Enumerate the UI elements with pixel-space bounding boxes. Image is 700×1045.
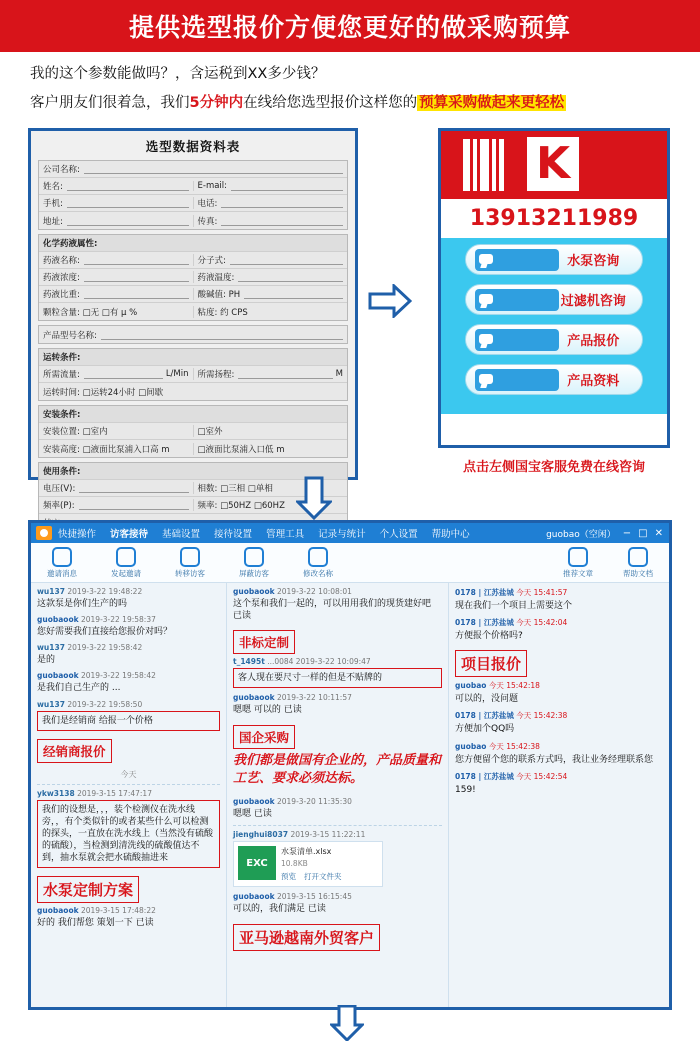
toolbar-rename[interactable] xyxy=(295,547,341,579)
msg-user: 0178 | 江苏盐城 xyxy=(455,771,514,781)
msg-text: 现在我们一个项目上需要这个 xyxy=(455,601,573,611)
close-icon[interactable]: ✕ xyxy=(654,527,663,539)
field-line[interactable] xyxy=(101,330,343,340)
msg-user: guobaook xyxy=(233,797,275,807)
help-icon xyxy=(628,547,648,567)
section-title: 产品型号名称: xyxy=(43,330,97,341)
field-line[interactable] xyxy=(79,483,188,493)
form-field xyxy=(193,271,348,283)
file-openfolder-link[interactable]: 打开文件夹 xyxy=(304,872,342,882)
form-field xyxy=(39,499,193,511)
msg-user: guobao xyxy=(455,681,487,691)
msg-text: 是我们自己生产的 ... xyxy=(37,683,121,694)
form-field xyxy=(39,443,193,455)
intro-line2-red: 5分钟内 xyxy=(189,95,244,111)
msg-user: wu137 xyxy=(37,587,65,596)
field-label: 频率(P): xyxy=(43,501,75,511)
chat-message xyxy=(233,587,442,622)
field-line[interactable] xyxy=(230,255,343,265)
section-title: 运转条件: xyxy=(43,353,81,363)
msg-text: 嗯嗯 已读 xyxy=(233,809,272,820)
qq-service-card xyxy=(438,128,670,448)
form-field xyxy=(193,443,348,455)
msg-text: 可以的，我们满足 已读 xyxy=(233,904,326,915)
field-label: 手机: xyxy=(43,199,63,209)
field-line[interactable] xyxy=(79,500,189,510)
field-line[interactable] xyxy=(221,216,343,226)
form-section-header xyxy=(39,406,347,423)
chat-message xyxy=(233,693,442,716)
chat-message xyxy=(455,680,663,705)
field-label: 药液温度: xyxy=(197,273,235,283)
toolbar-label: 邀请消息 xyxy=(47,568,77,578)
form-field xyxy=(39,482,193,494)
form-field xyxy=(39,163,347,175)
msg-user: jienghui8037 xyxy=(233,830,289,840)
form-row xyxy=(39,212,347,229)
intro-line2-highlight: 预算采购做起来更轻松 xyxy=(419,95,565,111)
field-line[interactable] xyxy=(238,369,332,379)
toolbar-label: 发起邀请 xyxy=(111,568,141,578)
chat-message xyxy=(233,892,442,915)
form-section-header xyxy=(39,235,347,252)
msg-text: 159! xyxy=(455,784,476,795)
transfer-icon xyxy=(180,547,200,567)
file-preview-link[interactable]: 预览 xyxy=(281,872,296,882)
field-label: 所需流量: xyxy=(43,370,80,380)
form-section-contact xyxy=(38,160,348,230)
arrow-down-bottom-icon xyxy=(330,1005,364,1041)
file-name: 水泵清单.xlsx xyxy=(281,847,332,857)
barcode-icon xyxy=(463,139,507,191)
chat-message xyxy=(455,617,663,642)
form-field xyxy=(39,271,193,283)
chat-column-3[interactable] xyxy=(449,583,669,1010)
field-line[interactable] xyxy=(84,289,189,299)
tab-management-tools[interactable]: 管理工具 xyxy=(266,529,305,540)
chat-message xyxy=(455,771,663,796)
minimize-icon[interactable]: − xyxy=(622,527,632,539)
form-field xyxy=(193,306,348,318)
form-row xyxy=(39,269,347,286)
msg-time: 2019-3-22 10:11:57 xyxy=(276,693,352,703)
annotation-soe-procurement: 国企采购 xyxy=(233,725,295,749)
field-label: 分子式: xyxy=(197,256,226,266)
field-label[interactable]: 安装位置: □室内 xyxy=(43,427,108,437)
toolbar-send-invite[interactable] xyxy=(103,547,149,579)
chat-message xyxy=(37,671,220,694)
field-label: 电压(V): xyxy=(43,484,76,494)
field-label: 地址: xyxy=(43,216,63,227)
form-row xyxy=(39,366,347,383)
page-banner xyxy=(0,0,700,52)
annotation-pump-custom-plan: 水泵定制方案 xyxy=(37,876,139,903)
toolbar-transfer-visitor[interactable] xyxy=(167,547,213,579)
msg-time: 2019-3-22 19:58:37 xyxy=(80,615,156,625)
msg-time: 今天 15:42:18 xyxy=(488,681,540,691)
msg-user: t_1495t xyxy=(233,657,265,667)
msg-text: 客人现在要尺寸一样的但是不贴牌的 xyxy=(233,668,442,688)
chat-message xyxy=(455,741,663,766)
divider xyxy=(37,784,220,785)
field-label[interactable]: □液面比泵浦入口低 m xyxy=(197,444,285,455)
msg-text: 这个泵和我们一起的，可以用用我们的现货建好吧 已读 xyxy=(233,599,432,622)
form-row xyxy=(39,303,347,320)
phone-number: 13913211989 xyxy=(441,199,667,238)
qq-button-label: 过滤机咨询 xyxy=(560,294,626,309)
chat-message xyxy=(37,789,220,869)
msg-time: 今天 15:42:38 xyxy=(488,741,540,751)
msg-user: 0178 | 江苏盐城 xyxy=(455,711,514,721)
annotation-project-quote: 项目报价 xyxy=(455,650,527,677)
chat-app-window xyxy=(28,520,672,1010)
maximize-icon[interactable]: □ xyxy=(638,527,648,539)
arrow-right-icon xyxy=(368,284,412,318)
banner-title: 提供选型报价方便您更好的做采购预算 xyxy=(128,13,571,42)
qq-card-note: 点击左侧国宝客服免费在线咨询 xyxy=(462,460,645,475)
chat-bubble-icon xyxy=(475,369,559,391)
msg-text: 我们是经销商 给报一个价格 xyxy=(37,711,220,731)
divider xyxy=(233,825,442,826)
toolbar-label: 转移访客 xyxy=(175,568,205,578)
chat-message xyxy=(455,710,663,735)
toolbar-help-doc[interactable] xyxy=(615,547,661,579)
qq-button-label: 产品报价 xyxy=(567,334,620,349)
tab-basic-settings[interactable]: 基础设置 xyxy=(162,529,201,540)
form-row xyxy=(39,440,347,457)
field-label: 公司名称: xyxy=(43,165,80,175)
field-label: 姓名: xyxy=(43,182,63,192)
chat-bubble-icon xyxy=(475,329,559,351)
chat-column-1[interactable] xyxy=(31,583,227,1010)
field-label: 粘度: 约 CPS xyxy=(197,307,248,318)
msg-text: 是的 xyxy=(37,655,56,666)
field-unit: M xyxy=(335,369,343,379)
chat-columns xyxy=(31,583,669,1010)
arrow-down-icon xyxy=(296,476,332,520)
msg-time: 2019-3-15 17:47:17 xyxy=(77,788,152,798)
section-title: 化学药液属性: xyxy=(43,239,98,249)
toolbar-label: 修改名称 xyxy=(303,568,333,578)
invite-icon xyxy=(52,547,72,567)
brand-letter: K xyxy=(527,137,579,191)
msg-time: 2019-3-20 11:35:30 xyxy=(276,797,352,807)
chat-bubble-icon xyxy=(475,249,559,271)
form-row xyxy=(39,423,347,440)
field-label: 药液名称: xyxy=(43,256,80,266)
msg-text: 可以的，没问题 xyxy=(455,694,519,705)
form-field xyxy=(193,181,348,191)
msg-user: 0178 | 江苏盐城 xyxy=(455,588,514,597)
field-line[interactable] xyxy=(244,289,343,299)
tab-personal-settings[interactable]: 个人设置 xyxy=(379,529,418,540)
field-line[interactable] xyxy=(67,181,189,191)
annotation-nonstandard: 非标定制 xyxy=(233,630,295,654)
field-label[interactable]: 运转时间: □运转24小时 □间歇 xyxy=(43,387,164,398)
form-section-model xyxy=(38,325,348,344)
window-titlebar xyxy=(31,523,669,543)
form-field xyxy=(193,254,348,266)
form-row xyxy=(39,383,347,400)
msg-text: 嗯嗯 可以的 已读 xyxy=(233,705,302,716)
form-row xyxy=(39,161,347,178)
field-line[interactable] xyxy=(84,369,163,379)
field-label: 酸碱值: PH xyxy=(197,290,241,300)
form-field xyxy=(193,215,348,227)
tab-visitor-reception[interactable]: 访客接待 xyxy=(110,529,149,540)
msg-time: 2019-3-22 19:58:42 xyxy=(80,671,156,681)
msg-text: 方便报个价格吗? xyxy=(455,631,523,642)
field-line[interactable] xyxy=(84,164,343,174)
qq-button-label: 产品资料 xyxy=(567,374,620,389)
msg-user: wu137 xyxy=(37,699,65,709)
chat-message xyxy=(37,906,220,929)
field-label: 传真: xyxy=(197,216,218,227)
form-section-install xyxy=(38,405,348,458)
tab-records-stats[interactable]: 记录与统计 xyxy=(318,529,366,540)
toolbar-label: 推荐文章 xyxy=(563,568,593,578)
field-line[interactable] xyxy=(221,198,343,208)
form-field xyxy=(193,197,348,209)
msg-time: 今天 15:42:54 xyxy=(516,771,568,781)
form-section-operation xyxy=(38,348,348,401)
annotation-dealer-quote: 经销商报价 xyxy=(37,739,112,763)
form-field xyxy=(39,288,193,300)
qq-button-list xyxy=(441,238,667,414)
block-icon xyxy=(244,547,264,567)
annotation-amazon-vietnam: 亚马逊越南外贸客户 xyxy=(233,924,380,951)
form-row xyxy=(39,178,347,195)
chat-message xyxy=(37,700,220,731)
field-label: 所需扬程: xyxy=(197,370,235,380)
intro-block xyxy=(0,52,700,124)
msg-time: ...0084 2019-3-22 10:09:47 xyxy=(267,657,371,667)
qq-button-filter-inquiry[interactable] xyxy=(465,284,643,315)
msg-user: guobao xyxy=(455,741,487,751)
field-label[interactable]: 频率: □50HZ □60HZ xyxy=(197,501,285,511)
msg-text: 方便加个QQ吗 xyxy=(455,724,515,735)
form-field xyxy=(193,425,348,437)
field-label: E-mail: xyxy=(197,181,228,191)
msg-text: 我们的设想是，，，装个检测仪在洗水线旁，，有个类似针的或者某些什么可以检测的探头，一直放在洗水线上（当然没有硫酸的硫酸），当检测到清洗线的硫酸值达不到，抽水泵就会把水硫酸抽进来 xyxy=(37,800,220,869)
form-field xyxy=(39,215,193,227)
qq-card-header xyxy=(441,131,667,199)
msg-user: ykw3138 xyxy=(37,788,75,798)
middle-region xyxy=(0,124,700,511)
chat-bubble-icon xyxy=(475,289,559,311)
form-section-header xyxy=(39,349,347,366)
qq-button-product-docs[interactable] xyxy=(465,364,643,395)
msg-time: 今天 15:42:04 xyxy=(516,618,568,628)
toolbar-label: 帮助文档 xyxy=(623,568,653,578)
msg-user: guobaook xyxy=(37,906,79,916)
msg-user: guobaook xyxy=(37,671,79,681)
field-label[interactable]: 安装高度: □液面比泵浦入口高 m xyxy=(43,444,170,455)
form-field xyxy=(39,306,193,318)
msg-text: 您方便留个您的联系方式吗，我让业务经理联系您 xyxy=(455,754,654,765)
chat-message xyxy=(37,643,220,666)
toolbar-recommend-article[interactable] xyxy=(555,547,601,579)
chat-message xyxy=(233,830,442,887)
field-label[interactable]: □室外 xyxy=(197,427,223,437)
star-icon xyxy=(568,547,588,567)
msg-text: 这款泵是你们生产的吗 xyxy=(37,599,128,609)
msg-text: 您好需要我们直接给您报价对吗？ xyxy=(37,627,173,638)
annotation-soe-script: 我们都是做国有企业的，产品质量和工艺、要求必须达标。 xyxy=(233,752,442,787)
section-title: 使用条件: xyxy=(43,467,81,477)
window-tabs xyxy=(58,526,546,540)
msg-time: 2019-3-22 19:58:50 xyxy=(67,699,143,709)
date-separator: 今天 xyxy=(120,769,137,779)
intro-line-2 xyxy=(30,91,670,112)
form-row xyxy=(39,195,347,212)
toolbar-label: 屏蔽访客 xyxy=(239,568,269,578)
msg-time: 2019-3-15 16:15:45 xyxy=(276,892,352,902)
excel-file-icon: EXC xyxy=(238,846,276,880)
form-field xyxy=(193,288,348,300)
field-line[interactable] xyxy=(238,272,343,282)
form-field xyxy=(39,197,193,209)
chat-message xyxy=(455,587,663,612)
tab-quick-ops[interactable]: 快捷操作 xyxy=(58,529,97,540)
form-title: 选型数据资料表 xyxy=(145,139,241,154)
msg-user: wu137 xyxy=(37,643,65,653)
form-field xyxy=(39,254,193,266)
chat-column-2[interactable] xyxy=(227,583,449,1010)
intro-line2-a: 客户朋友们很着急，我们 xyxy=(30,95,190,111)
form-field xyxy=(39,425,193,437)
intro-line-1: 我的这个参数能做吗？，含运税到XX多少钱？ xyxy=(30,66,326,82)
window-controls xyxy=(546,527,669,540)
field-unit: L/Min xyxy=(165,369,189,379)
qq-button-label: 水泵咨询 xyxy=(567,254,620,269)
file-attachment-card[interactable] xyxy=(233,841,383,887)
chat-message xyxy=(233,657,442,688)
msg-time: 2019-3-22 10:08:01 xyxy=(276,587,352,596)
account-status[interactable]: guobao（空闲） xyxy=(546,529,616,540)
field-line[interactable] xyxy=(84,272,189,282)
qq-button-product-quote[interactable] xyxy=(465,324,643,355)
msg-time: 今天 15:41:57 xyxy=(516,588,568,597)
chat-message xyxy=(233,797,442,820)
field-label: 电话: xyxy=(197,199,218,209)
file-size: 10.8KB xyxy=(281,859,308,869)
send-invite-icon xyxy=(116,547,136,567)
tab-help-center[interactable]: 帮助中心 xyxy=(431,529,470,540)
msg-user: guobaook xyxy=(233,693,275,703)
msg-time: 今天 15:42:38 xyxy=(516,711,568,721)
intro-line2-b: 在线给您选型报价这样您的 xyxy=(243,95,418,111)
toolbar-block-visitor[interactable] xyxy=(231,547,277,579)
form-field xyxy=(193,368,348,380)
form-field xyxy=(39,368,193,380)
msg-time: 2019-3-15 17:48:22 xyxy=(80,906,156,916)
field-label: 药液比重: xyxy=(43,290,80,300)
chat-toolbar xyxy=(31,543,669,583)
form-row xyxy=(39,286,347,303)
field-line[interactable] xyxy=(84,255,189,265)
tab-reception-settings[interactable]: 接待设置 xyxy=(214,529,253,540)
qq-button-pump-inquiry[interactable] xyxy=(465,244,643,275)
msg-text: 好的 我们帮您 策划一下 已读 xyxy=(37,918,154,929)
chat-message xyxy=(37,587,220,610)
app-logo-icon xyxy=(36,526,52,540)
form-section-chemical xyxy=(38,234,348,321)
field-label: 药液浓度: xyxy=(43,273,80,283)
msg-user: guobaook xyxy=(233,587,275,596)
selection-form-card xyxy=(28,128,358,511)
toolbar-right-group xyxy=(555,547,661,579)
form-row xyxy=(39,252,347,269)
chat-message xyxy=(37,615,220,638)
rename-icon xyxy=(308,547,328,567)
field-line[interactable] xyxy=(67,198,189,208)
msg-user: 0178 | 江苏盐城 xyxy=(455,618,514,628)
msg-time: 2019-3-22 19:48:22 xyxy=(67,587,143,596)
msg-user: guobaook xyxy=(233,892,275,902)
section-title: 安装条件: xyxy=(43,410,81,420)
msg-time: 2019-3-15 11:22:11 xyxy=(290,830,366,840)
form-row xyxy=(39,326,347,343)
form-field xyxy=(39,180,193,192)
msg-user: guobaook xyxy=(37,615,79,625)
field-label[interactable]: 相数: □三相 □单相 xyxy=(197,484,273,494)
field-line[interactable] xyxy=(231,181,343,191)
field-line[interactable] xyxy=(67,216,189,226)
toolbar-invite-message[interactable] xyxy=(39,547,85,579)
msg-time: 2019-3-22 19:58:42 xyxy=(67,643,143,653)
field-label[interactable]: 颗粒含量: □无 □有 μ % xyxy=(43,307,138,318)
